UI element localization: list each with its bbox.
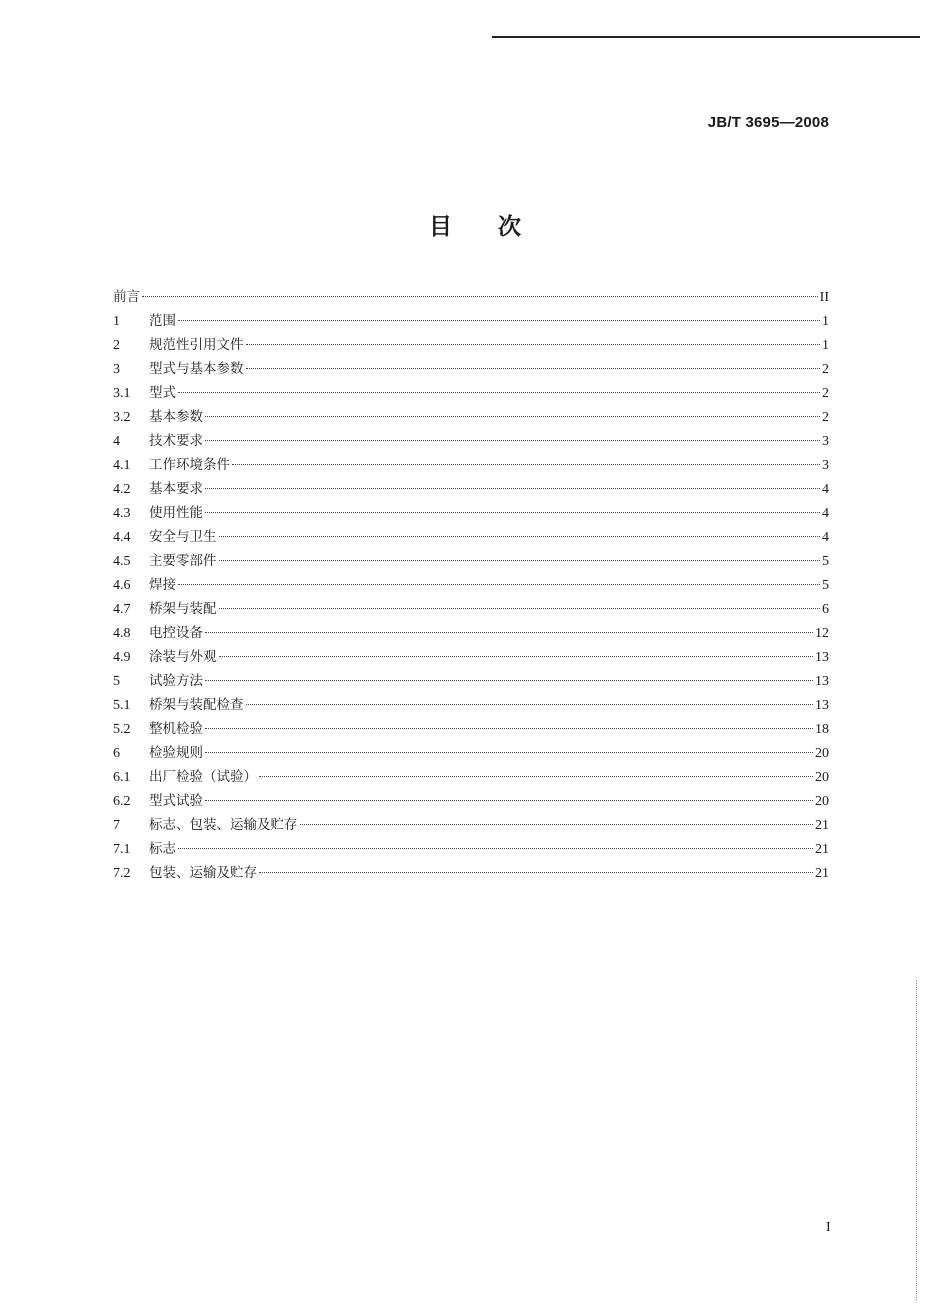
toc-entry-label: 型式: [149, 385, 176, 401]
toc-entry-page: 13: [815, 674, 829, 689]
toc-entry-page: 21: [815, 866, 829, 881]
toc-entry-label: 检验规则: [149, 745, 203, 761]
toc-entry-label: 桥架与装配: [149, 601, 217, 617]
page-number: I: [826, 1220, 831, 1235]
toc-leader-dots: [219, 608, 821, 609]
toc-leader-dots: [205, 440, 820, 441]
toc-leader-dots: [205, 512, 820, 513]
toc-entry-page: 13: [815, 698, 829, 713]
toc-entry-page: 18: [815, 722, 829, 737]
toc-entry[interactable]: [113, 573, 829, 597]
toc-entry-page: 3: [822, 434, 829, 449]
toc-entry-label: 基本要求: [149, 481, 203, 497]
toc-entry-number: 1: [113, 314, 120, 329]
toc-entry-label: 桥架与装配检查: [149, 697, 244, 713]
toc-entry[interactable]: [113, 693, 829, 717]
toc-leader-dots: [178, 392, 820, 393]
toc-leader-dots: [219, 560, 821, 561]
toc-entry-number: 5.1: [113, 698, 131, 713]
toc-entry-page: 12: [815, 626, 829, 641]
toc-entry-page: 20: [815, 794, 829, 809]
toc-entry-label: 整机检验: [149, 721, 203, 737]
header-rule: [492, 36, 920, 38]
toc-leader-dots: [259, 872, 813, 873]
toc-leader-dots: [178, 320, 820, 321]
toc-title-char-2: 次: [498, 214, 521, 240]
toc-leader-dots: [178, 848, 813, 849]
toc-entry[interactable]: [113, 621, 829, 645]
toc-entry-number: 6.2: [113, 794, 131, 809]
toc-entry-page: 4: [822, 530, 829, 545]
toc-entry-number: 7: [113, 818, 120, 833]
toc-entry-number: 3: [113, 362, 120, 377]
toc-entry-label: 型式与基本参数: [149, 361, 244, 377]
toc-leader-dots: [205, 632, 813, 633]
toc-entry[interactable]: [113, 525, 829, 549]
toc-entry-page: 5: [822, 554, 829, 569]
toc-title: [0, 208, 950, 241]
toc-entry-label: 前言: [113, 289, 140, 305]
toc-leader-dots: [205, 680, 813, 681]
toc-entry-label: 型式试验: [149, 793, 203, 809]
toc-entry-label: 出厂检验（试验）: [149, 769, 257, 785]
toc-entry-number: 4.5: [113, 554, 131, 569]
toc-entry-page: 4: [822, 506, 829, 521]
toc-entry[interactable]: [113, 309, 829, 333]
toc-entry-page: 2: [822, 362, 829, 377]
toc-entry-page: 3: [822, 458, 829, 473]
toc-entry-number: 5.2: [113, 722, 131, 737]
toc-entry[interactable]: [113, 813, 829, 837]
toc-entry[interactable]: [113, 549, 829, 573]
toc-leader-dots: [300, 824, 814, 825]
toc-leader-dots: [246, 368, 821, 369]
toc-entry-number: 4.7: [113, 602, 131, 617]
toc-entry[interactable]: [113, 645, 829, 669]
toc-entry[interactable]: [113, 477, 829, 501]
toc-entry-page: 6: [822, 602, 829, 617]
toc-entry-number: 5: [113, 674, 120, 689]
toc-entry[interactable]: [113, 717, 829, 741]
toc-entry-number: 4.8: [113, 626, 131, 641]
toc-entry-label: 包装、运输及贮存: [149, 865, 257, 881]
standard-code: JB/T 3695—2008: [707, 114, 829, 131]
toc-entry[interactable]: [113, 741, 829, 765]
toc-entry-label: 标志、包装、运输及贮存: [149, 817, 298, 833]
toc-leader-dots: [205, 800, 813, 801]
toc-leader-dots: [246, 704, 814, 705]
toc-entry-label: 电控设备: [149, 625, 203, 641]
toc-leader-dots: [246, 344, 821, 345]
toc-entry-page: 20: [815, 746, 829, 761]
toc-entry-label: 使用性能: [149, 505, 203, 521]
toc-entry[interactable]: [113, 837, 829, 861]
toc-entry[interactable]: [113, 501, 829, 525]
toc-entry-number: 6: [113, 746, 120, 761]
toc-entry-number: 6.1: [113, 770, 131, 785]
toc-entry-number: 7.1: [113, 842, 131, 857]
toc-entry-page: 2: [822, 386, 829, 401]
toc-entry-label: 规范性引用文件: [149, 337, 244, 353]
toc-leader-dots: [178, 584, 820, 585]
toc-entry[interactable]: [113, 597, 829, 621]
toc-entry-page: 5: [822, 578, 829, 593]
toc-entry-label: 涂装与外观: [149, 649, 217, 665]
toc-entry-label: 安全与卫生: [149, 529, 217, 545]
toc-entry-page: 20: [815, 770, 829, 785]
toc-entry-page: 4: [822, 482, 829, 497]
toc-entry-label: 基本参数: [149, 409, 203, 425]
toc-entry[interactable]: [113, 357, 829, 381]
toc-leader-dots: [142, 296, 818, 297]
toc-entry[interactable]: [113, 669, 829, 693]
toc-entry-label: 主要零部件: [149, 553, 217, 569]
toc-entry-number: 4.2: [113, 482, 131, 497]
toc-entry[interactable]: [113, 429, 829, 453]
toc-entry[interactable]: [113, 405, 829, 429]
toc-leader-dots: [205, 752, 813, 753]
toc-entry[interactable]: [113, 333, 829, 357]
toc-entry-page: 1: [822, 314, 829, 329]
toc-entry[interactable]: [113, 381, 829, 405]
toc-leader-dots: [232, 464, 820, 465]
toc-leader-dots: [259, 776, 813, 777]
toc-entry-page: 21: [815, 842, 829, 857]
toc-entry-number: 2: [113, 338, 120, 353]
toc-title-char-1: 目: [429, 214, 452, 240]
toc-entry-label: 试验方法: [149, 673, 203, 689]
toc-entry-number: 4.3: [113, 506, 131, 521]
toc-entry-number: 4.9: [113, 650, 131, 665]
toc-entry-number: 4.4: [113, 530, 131, 545]
toc-leader-dots: [205, 416, 820, 417]
scan-edge-artifact: [916, 980, 919, 1300]
toc-entry-page: 2: [822, 410, 829, 425]
toc-entry-page: 21: [815, 818, 829, 833]
toc-entry-label: 标志: [149, 841, 176, 857]
toc-entry[interactable]: [113, 861, 829, 885]
toc-entry-number: 4: [113, 434, 120, 449]
toc-entry-page: II: [819, 290, 829, 305]
toc-entry-number: 3.1: [113, 386, 131, 401]
toc-entry-label: 技术要求: [149, 433, 203, 449]
toc-entry-number: 4.1: [113, 458, 131, 473]
toc-leader-dots: [205, 728, 813, 729]
toc-entry-label: 工作环境条件: [149, 457, 230, 473]
toc-entry-number: 7.2: [113, 866, 131, 881]
toc-entry[interactable]: [113, 765, 829, 789]
toc-leader-dots: [219, 536, 821, 537]
table-of-contents: [113, 285, 829, 885]
toc-leader-dots: [205, 488, 820, 489]
toc-entry-preface[interactable]: [113, 285, 829, 309]
toc-entry-number: 4.6: [113, 578, 131, 593]
toc-entry[interactable]: [113, 789, 829, 813]
toc-entry-page: 13: [815, 650, 829, 665]
toc-entry-label: 焊接: [149, 577, 176, 593]
toc-leader-dots: [219, 656, 814, 657]
toc-entry-number: 3.2: [113, 410, 131, 425]
toc-entry-page: 1: [822, 338, 829, 353]
toc-entry-label: 范围: [149, 313, 176, 329]
toc-entry[interactable]: [113, 453, 829, 477]
